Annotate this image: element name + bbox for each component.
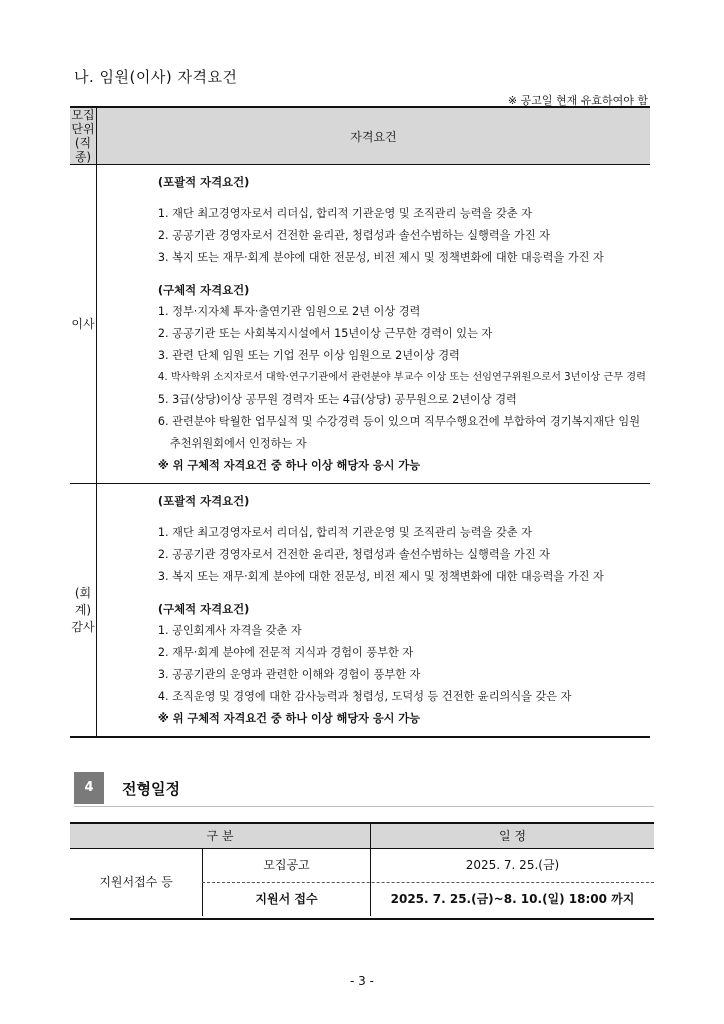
table-header-row <box>70 107 650 165</box>
schedule-item-label: 모집공고 <box>263 858 310 872</box>
list-item: 1. 정부·지자체 투자·출연기관 임원으로 2년 이상 경력 <box>157 305 421 318</box>
list-item: 2. 공공기관 경영자로서 건전한 윤리관, 청렴성과 솔선수범하는 실행력을 가진 자 <box>157 548 550 561</box>
list-item: 6. 관련분야 탁월한 업무실적 및 수강경력 등이 있으며 직무수행요건에 부합하여 경기복지재단 임원추천위원회에서 인정하는 자 <box>157 415 641 450</box>
schedule-item-date: 2025. 7. 25.(금) <box>465 858 560 872</box>
list-item: 4. 조직운영 및 경영에 대한 감사능력과 청렴성, 도덕성 등 건전한 윤리의식을 갖은 자 <box>157 690 572 703</box>
requirements-auditor <box>96 484 650 738</box>
requirements-director <box>96 165 650 484</box>
specific-requirements-title: (구체적 자격요건) <box>157 283 250 297</box>
list-item: 1. 공인회계사 자격을 갖춘 자 <box>157 624 302 637</box>
schedule-item-date: 2025. 7. 25.(금)~8. 10.(일) 18:00 까지 <box>390 892 635 906</box>
unit-director: 이사 <box>70 165 96 484</box>
list-item: 3. 복지 또는 재무·회계 분야에 대한 전문성, 비전 제시 및 정책변화에 대한 대응력을 가진 자 <box>157 570 604 583</box>
list-item: 3. 관련 단체 임원 또는 기업 전무 이상 임원으로 2년이상 경력 <box>157 349 460 362</box>
list-item: 5. 3급(상당)이상 공무원 경력자 또는 4급(상당) 공무원으로 2년이상 경력 <box>157 393 517 406</box>
list-item: 3. 복지 또는 재무·회계 분야에 대한 전문성, 비전 제시 및 정책변화에 대한 대응력을 가진 자 <box>157 251 604 264</box>
general-requirements-title: (포괄적 자격요건) <box>157 494 250 508</box>
list-item: 3. 공공기관의 운영과 관련한 이해와 경험이 풍부한 자 <box>157 668 421 681</box>
list-item: 2. 공공기관 경영자로서 건전한 윤리관, 청렴성과 솔선수범하는 실행력을 가진 자 <box>157 229 550 242</box>
header-unit: 모집단위 (직종) <box>71 108 95 164</box>
list-item: 1. 재단 최고경영자로서 리더십, 합리적 기관운영 및 조직관리 능력을 갖춘 자 <box>157 526 532 539</box>
schedule-header-date: 일 정 <box>499 829 526 843</box>
list-item: 2. 재무·회계 분야에 전문적 지식과 경험이 풍부한 자 <box>157 646 414 659</box>
validity-notice: ※ 공고일 현재 유효하여야 함 <box>507 94 648 107</box>
schedule-table <box>70 822 654 920</box>
table-row-auditor <box>70 484 650 738</box>
specific-requirements-title: (구체적 자격요건) <box>157 602 250 616</box>
schedule-category: 지원서접수 등 <box>99 875 173 889</box>
section-title: 나. 임원(이사) 자격요건 <box>74 68 238 86</box>
schedule-header-category: 구 분 <box>206 829 234 843</box>
list-item: 2. 공공기관 또는 사회복지시설에서 15년이상 근무한 경력이 있는 자 <box>157 327 493 340</box>
table-row-director <box>70 165 650 484</box>
eligibility-note: ※ 위 구체적 자격요건 중 하나 이상 해당자 응시 가능 <box>157 712 420 725</box>
list-item: 4. 박사학위 소지자로서 대학·연구기관에서 관련분야 부교수 이상 또는 선임연구위원으로서 3년이상 근무 경력 <box>157 372 646 383</box>
eligibility-note: ※ 위 구체적 자격요건 중 하나 이상 해당자 응시 가능 <box>157 459 420 472</box>
general-requirements-title: (포괄적 자격요건) <box>157 175 250 189</box>
unit-auditor: (회계) 감사 <box>70 484 96 738</box>
list-item: 1. 재단 최고경영자로서 리더십, 합리적 기관운영 및 조직관리 능력을 갖춘 자 <box>157 207 532 220</box>
section-number-badge: 4 <box>74 772 104 804</box>
header-requirements: 자격요건 <box>96 107 650 165</box>
section-heading-title: 전형일정 <box>122 780 180 798</box>
page-number: - 3 - <box>350 974 374 988</box>
schedule-header <box>70 824 654 849</box>
qualification-table <box>70 106 650 738</box>
schedule-item-label: 지원서 접수 <box>255 892 318 906</box>
section-heading-4 <box>74 772 654 807</box>
